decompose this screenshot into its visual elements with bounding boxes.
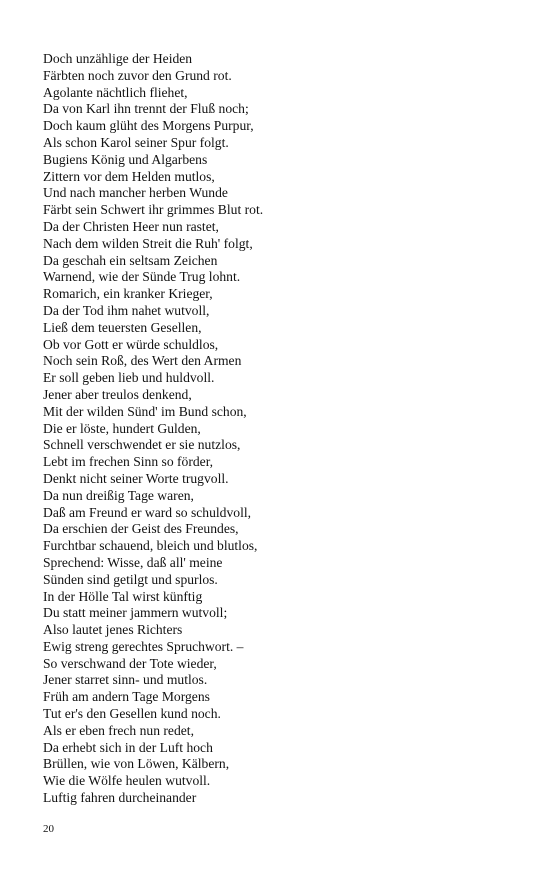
poem-line: Tut er's den Gesellen kund noch. [43,706,221,722]
poem-line: Brüllen, wie von Löwen, Kälbern, [43,756,230,772]
page-number: 20 [43,823,54,835]
poem-line: Jener starret sinn- und mutlos. [43,672,208,688]
poem-line: Da von Karl ihn trennt der Fluß noch; [43,101,249,117]
poem-line: Da der Tod ihm nahet wutvoll, [43,302,210,318]
poem-line: Schnell verschwendet er sie nutzlos, [43,437,241,453]
poem-line: Agolante nächtlich fliehet, [43,84,188,100]
poem-line: Doch unzählige der Heiden [43,51,193,66]
poem-line: Noch sein Roß, des Wert den Armen [43,353,242,369]
poem-line: Die er löste, hundert Gulden, [43,420,201,436]
poem-line: Früh am andern Tage Morgens [43,689,210,705]
poem-line: Und nach mancher herben Wunde [43,185,228,201]
poem-line: Ewig streng gerechtes Spruchwort. – [43,638,244,654]
poem-line: Färbten noch zuvor den Grund rot. [43,67,232,83]
poem-text [43,51,513,807]
poem-line: Sünden sind getilgt und spurlos. [43,571,218,587]
poem-line: Ob vor Gott er würde schuldlos, [43,336,219,352]
poem-line: Also lautet jenes Richters [43,622,183,638]
poem-line: Du statt meiner jammern wutvoll; [43,605,228,621]
poem-line: Als er eben frech nun redet, [43,722,194,738]
poem-line: Mit der wilden Sünd' im Bund schon, [43,403,247,419]
poem-line: Doch kaum glüht des Morgens Purpur, [43,118,254,134]
poem-line: Jener aber treulos denkend, [43,386,192,402]
poem-line: Warnend, wie der Sünde Trug lohnt. [43,269,241,285]
poem-line: Da nun dreißig Tage waren, [43,487,194,503]
poem-line: Denkt nicht seiner Worte trugvoll. [43,470,229,486]
poem-line: Da der Christen Heer nun rastet, [43,218,219,234]
poem-line: Luftig fahren durcheinander [43,790,197,806]
poem-line: Da geschah ein seltsam Zeichen [43,252,218,268]
poem-line: Er soll geben lieb und huldvoll. [43,370,215,386]
poem-line: Bugiens König und Algarbens [43,151,208,167]
poem-line: Daß am Freund er ward so schuldvoll, [43,504,252,520]
poem-line: Da erschien der Geist des Freundes, [43,521,239,537]
poem-line: Nach dem wilden Streit die Ruh' folgt, [43,235,253,251]
poem-line: Sprechend: Wisse, daß all' meine [43,554,223,570]
poem-line: In der Hölle Tal wirst künftig [43,588,203,604]
poem-line: Zittern vor dem Helden mutlos, [43,168,215,184]
poem-line: So verschwand der Tote wieder, [43,655,217,671]
poem-line: Lebt im frechen Sinn so förder, [43,454,214,470]
poem-line: Romarich, ein kranker Krieger, [43,286,213,302]
poem-line: Da erhebt sich in der Luft hoch [43,739,213,755]
poem-line: Ließ dem teuersten Gesellen, [43,319,202,335]
poem-line: Wie die Wölfe heulen wutvoll. [43,773,211,789]
poem-line: Als schon Karol seiner Spur folgt. [43,134,229,150]
poem-line: Furchtbar schauend, bleich und blutlos, [43,538,258,554]
poem-line: Färbt sein Schwert ihr grimmes Blut rot. [43,202,264,218]
